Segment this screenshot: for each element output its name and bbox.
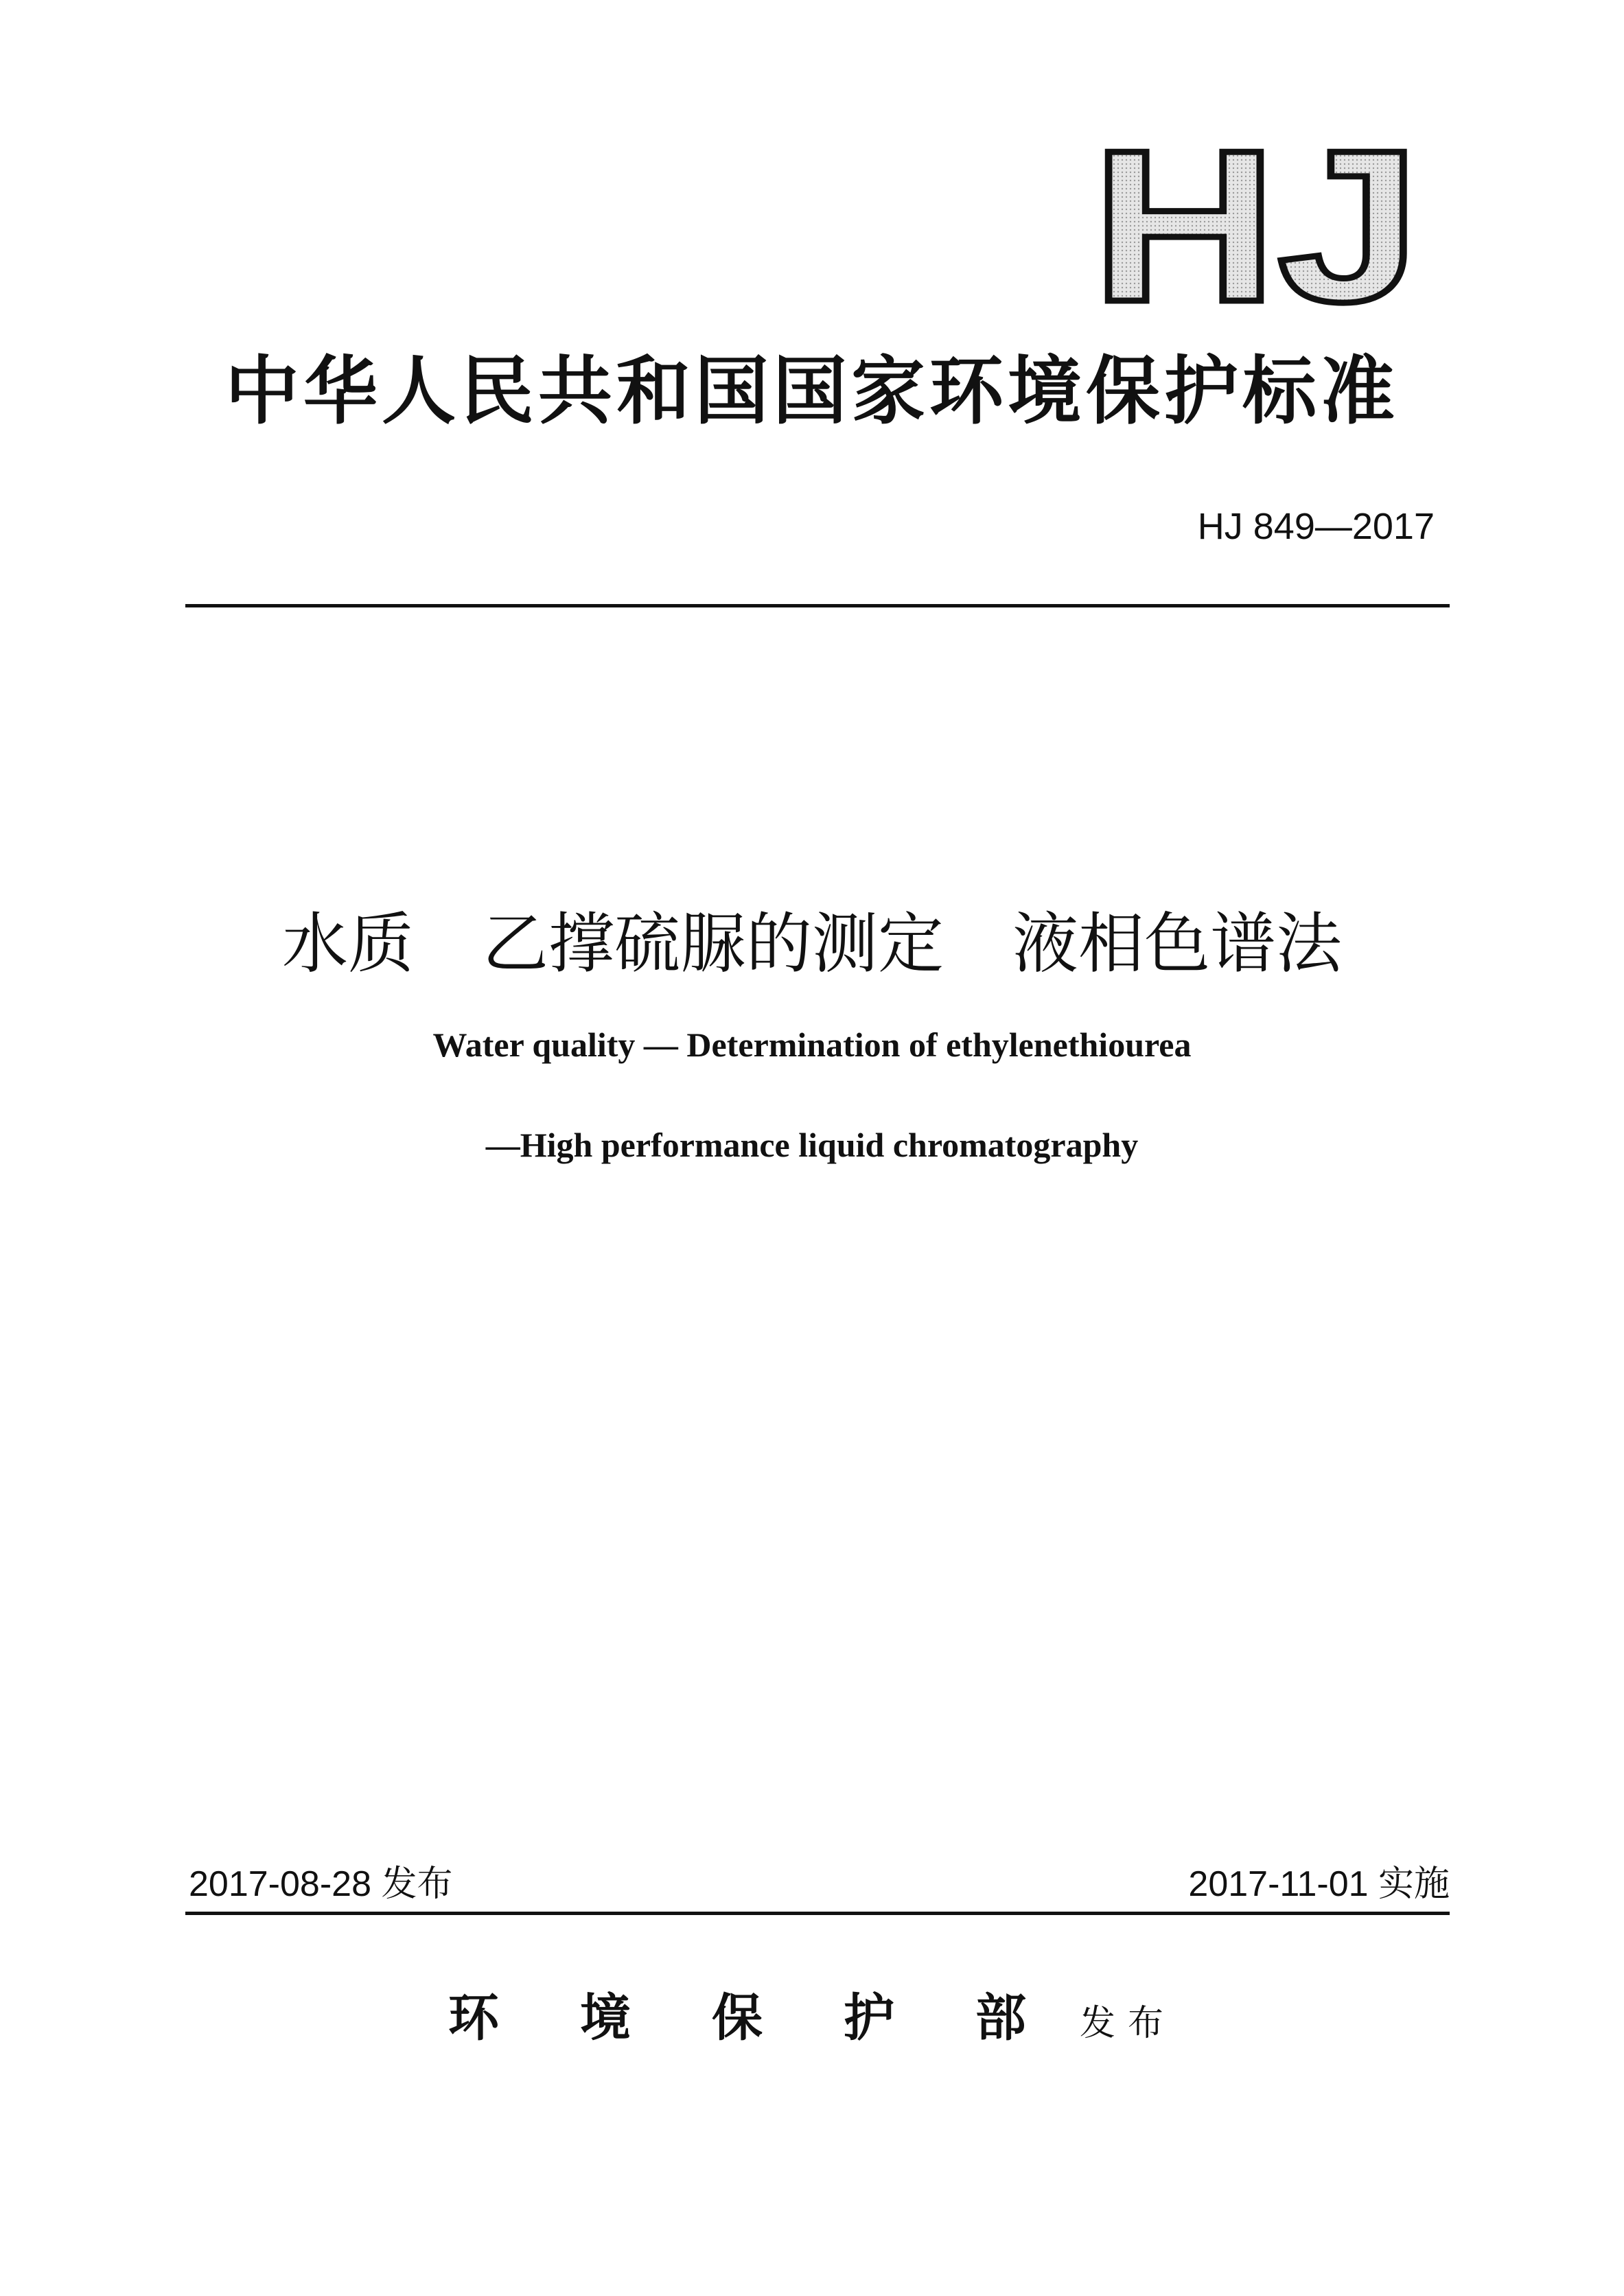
publisher xyxy=(0,1987,1624,2054)
issue-date: 2017-08-28 发布 xyxy=(189,1864,453,1904)
publisher-organization: 环境保护部 xyxy=(448,1988,1107,2048)
english-title-line2: —High performance liquid chromatography xyxy=(485,1126,1139,1164)
title-cn-part2: 乙撑硫脲的测定 xyxy=(483,905,944,982)
chinese-title xyxy=(0,906,1624,982)
publisher-suffix: 发布 xyxy=(1079,2003,1176,2044)
title-cn-part1: 水质 xyxy=(282,905,414,982)
svg-text:HJ: HJ xyxy=(1091,137,1421,309)
bottom-divider xyxy=(185,1912,1450,1915)
standard-number: HJ 849—2017 xyxy=(1197,506,1435,547)
top-divider xyxy=(185,604,1450,607)
implementation-date: 2017-11-01 实施 xyxy=(1188,1864,1450,1904)
national-standard-title: 中华人民共和国国家环境保护标准 xyxy=(224,348,1399,434)
english-title-line1: Water quality — Determination of ethylenethiourea xyxy=(432,1025,1192,1064)
hj-logo xyxy=(1091,137,1428,309)
title-cn-part3: 液相色谱法 xyxy=(1012,905,1342,982)
